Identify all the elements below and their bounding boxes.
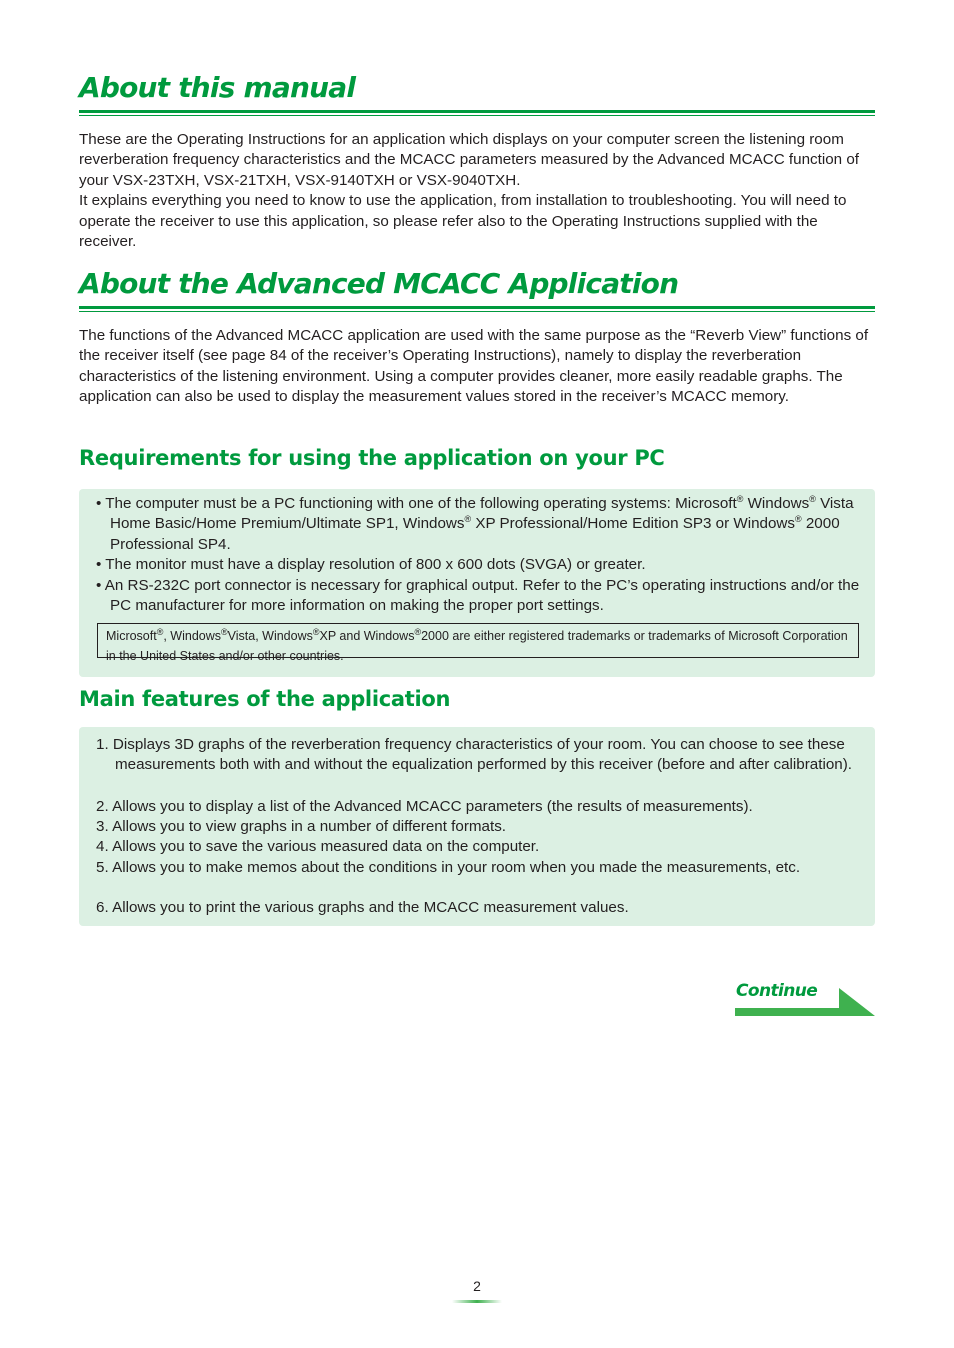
requirement-monitor: • The monitor must have a display resolution of 800 x 600 dots (SVGA) or greater.	[96, 556, 646, 573]
feature-item: 2. Allows you to display a list of the Advanced MCACC parameters (the results of measurements).	[96, 798, 753, 815]
section-rule	[79, 110, 875, 113]
requirements-heading: Requirements for using the application on your PC	[79, 446, 665, 470]
feature-item: 3. Allows you to view graphs in a number of different formats.	[96, 818, 507, 835]
page-number-underline	[452, 1300, 502, 1303]
continue-label: Continue	[736, 981, 818, 1001]
about-application-paragraph: The functions of the Advanced MCACC application are used with the same purpose as the “Reverb View” functions of the receiver itself (see page 84 of the receiver’s Operating Instructions), namely to display the reverberation characteristics of the listening environment. Using a computer provides cleaner, more easily readable graphs. The application can also be used to display the measurement values stored in the receiver’s MCACC memory.	[79, 327, 869, 406]
section-rule	[79, 311, 875, 312]
feature-item: 1. Displays 3D graphs of the reverberation frequency characteristics of your room. You can choose to see these measurements both with and without the equalization performed by this receiver (before and after calibration).	[96, 736, 852, 774]
continue-arrow-icon	[735, 986, 876, 1017]
feature-item: 6. Allows you to print the various graphs and the MCACC measurement values.	[96, 899, 629, 916]
about-manual-paragraph: These are the Operating Instructions for an application which displays on your computer screen the listening room reverberation frequency characteristics and the MCACC parameters measured by the Advanced MCACC function of your VSX-23TXH, VSX-21TXH, VSX-9140TXH or VSX-9040TXH. It explains everything you need to know to use the application, from installation to troubleshooting. You will need to operate the receiver to use this application, so please refer also to the Operating Instructions supplied with the receiver.	[79, 131, 859, 251]
section-rule	[79, 115, 875, 116]
feature-item: 5. Allows you to make memos about the conditions in your room when you made the measurements, etc.	[96, 859, 801, 876]
page-number: 2	[473, 1278, 481, 1294]
features-heading: Main features of the application	[79, 687, 451, 711]
section-title-about-application: About the Advanced MCACC Application	[79, 267, 679, 300]
section-rule	[79, 306, 875, 309]
feature-item: 4. Allows you to save the various measured data on the computer.	[96, 838, 540, 855]
requirement-rs232c: • An RS-232C port connector is necessary for graphical output. Refer to the PC’s operating instructions and/or the PC manufacturer for more information on making the proper port settings.	[96, 577, 860, 615]
requirement-os: • The computer must be a PC functioning with one of the following operating systems: Microsoft® Windows® Vista Home Basic/Home Premium/Ultimate SP1, Windows® XP Professional/Home Edition SP3 or Windows® 2000 Professional SP4.	[96, 493, 854, 553]
section-title-about-manual: About this manual	[79, 71, 356, 104]
trademark-notice: Microsoft®, Windows®Vista, Windows®XP and Windows®2000 are either registered trademarks or trademarks of Microsoft Corporation in the United States and/or other countries.	[97, 623, 859, 658]
